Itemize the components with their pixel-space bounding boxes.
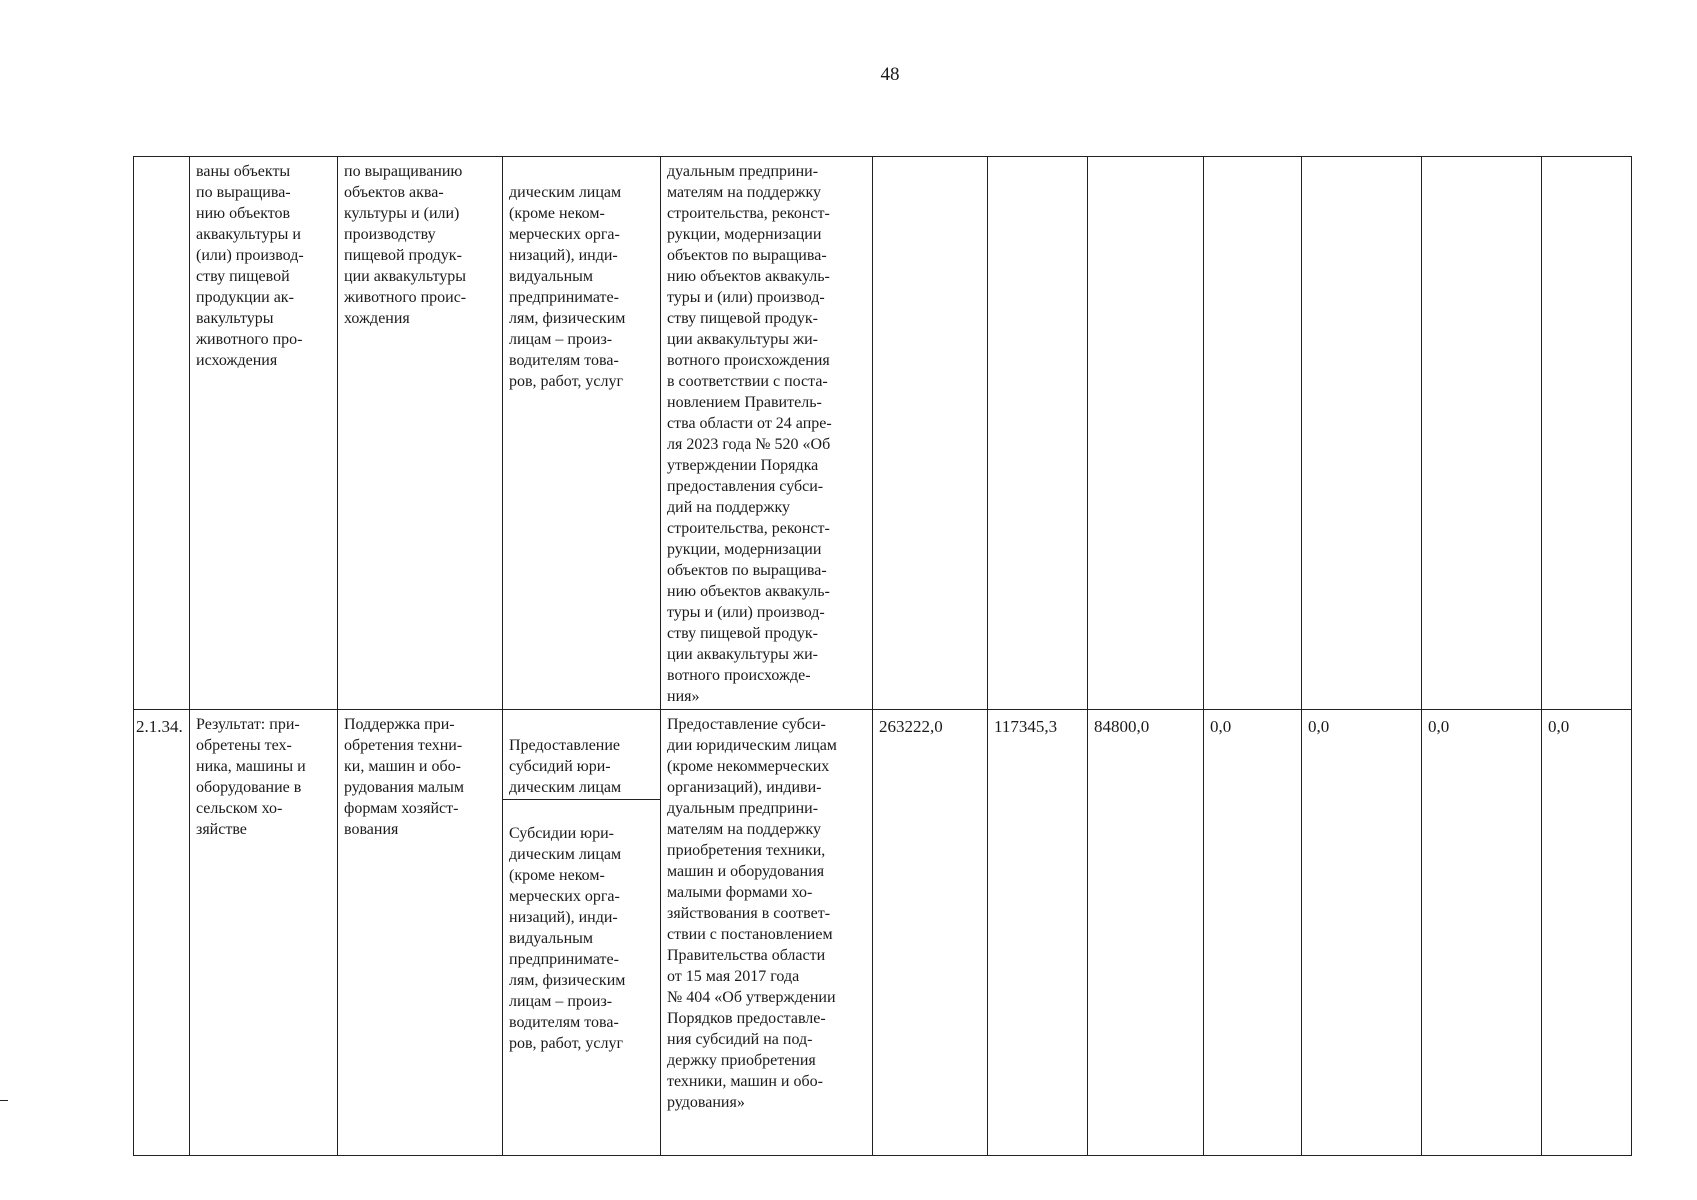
table-row <box>134 157 1632 710</box>
value-cell <box>873 157 988 710</box>
value-cell <box>1088 157 1204 710</box>
measure-cell: по выращиванию объектов аква- культуры и (или) производству пищевой продук- ции аквакультуры животного проис- хождения <box>338 157 503 710</box>
legal-basis-cell: Предоставление субси- дии юридическим лицам (кроме некоммерческих организаций), индиви- дуальным предприни- мателям на поддержку приобретения техники, машин и оборудования малыми формами хо- зяйствования в соответ- ствии с постановлением Правительства области от 15 мая 2017 года № 404 «Об утверждении Порядков предоставле- ния субсидий на под- держку приобретения техники, машин и обо- рудования» <box>661 710 873 1156</box>
page-number: 48 <box>880 64 900 85</box>
value-cell: 0,0 <box>1542 710 1632 1156</box>
result-cell: ваны объекты по выращива- нию объектов аквакультуры и (или) производ- ству пищевой продукции ак- вакультуры животного про- исхождения <box>190 157 338 710</box>
row-index-cell: 2.1.34. <box>134 710 190 1156</box>
program-measures-table <box>133 156 1632 1156</box>
value-cell <box>988 157 1088 710</box>
result-cell: Результат: при- обретены тех- ника, машины и оборудование в сельском хо- зяйстве <box>190 710 338 1156</box>
value-cell: 0,0 <box>1302 710 1422 1156</box>
legal-basis-cell: дуальным предприни- мателям на поддержку строительства, реконст- рукции, модернизации объектов по выращива- нию объектов аквакуль- туры и (или) производ- ству пищевой продук- ции аквакультуры жи- вотного происхождения в соответствии с поста- новлением Правитель- ства области от 24 апре- ля 2023 года № 520 «Об утверждении Порядка предоставления субси- дий на поддержку строительства, реконст- рукции, модернизации объектов по выращива- нию объектов аквакуль- туры и (или) производ- ству пищевой продук- ции аквакультуры жи- вотного происхожде- ния» <box>661 157 873 710</box>
mechanism-text: Субсидии юри- дическим лицам (кроме неком- мерческих орга- низаций), инди- видуальным предпринимате- лям, физическим лицам – произ- водителям това- ров, работ, услуг <box>509 825 626 1052</box>
margin-mark <box>0 1100 8 1101</box>
value-cell: 117345,3 <box>988 710 1088 1156</box>
row-index-cell <box>134 157 190 710</box>
mechanism-title: Предоставление субсидий юри- дическим лицам <box>503 735 660 800</box>
value-cell <box>1204 157 1302 710</box>
value-cell: 0,0 <box>1422 710 1542 1156</box>
measure-cell: Поддержка при- обретения техни- ки, машин и обо- рудования малым формам хозяйст- вования <box>338 710 503 1156</box>
value-cell <box>1302 157 1422 710</box>
mechanism-cell <box>503 157 661 710</box>
mechanism-cell <box>503 710 661 1156</box>
mechanism-text: дическим лицам (кроме неком- мерческих орга- низаций), инди- видуальным предпринимате- лям, физическим лицам – произ- водителям това- ров, работ, услуг <box>509 184 626 390</box>
value-cell: 0,0 <box>1204 710 1302 1156</box>
value-cell: 84800,0 <box>1088 710 1204 1156</box>
table-row <box>134 710 1632 1156</box>
value-cell <box>1542 157 1632 710</box>
value-cell: 263222,0 <box>873 710 988 1156</box>
value-cell <box>1422 157 1542 710</box>
